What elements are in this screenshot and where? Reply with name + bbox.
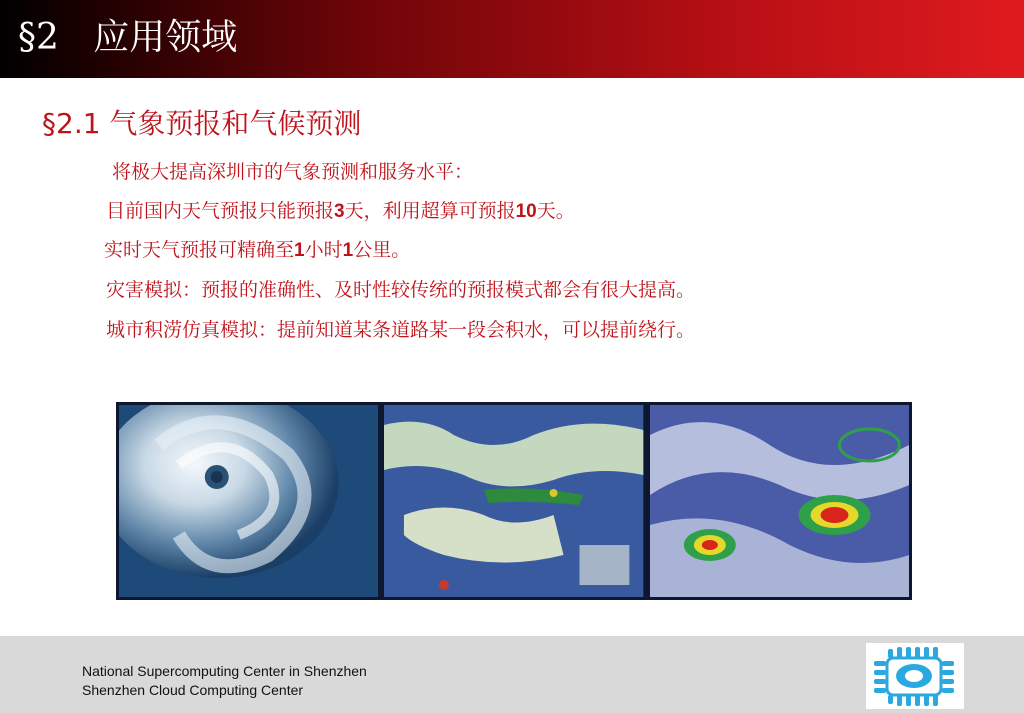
bullet-number: 10: [515, 201, 537, 222]
bullet-text: 小时: [304, 239, 343, 261]
slide-header-bar: [0, 0, 1024, 78]
chip-logo-icon: [866, 643, 964, 709]
bullet-intro: [112, 158, 473, 186]
bullet-text: 城市积涝仿真模拟：提前知道某条道路某一段会积水，可以提前绕行。: [106, 319, 696, 341]
bullet-text: 天，利用超算可预报: [344, 200, 516, 222]
bullet-text: 实时天气预报可精确至: [104, 239, 295, 261]
typhoon-satellite-image: [119, 405, 378, 597]
bullet-text: 公里。: [353, 239, 411, 261]
bullet-realtime-precision: [104, 236, 410, 265]
bullet-text: 目前国内天气预报只能预报: [106, 200, 335, 222]
forecast-model-image: [650, 405, 909, 597]
bullet-disaster-simulation: [106, 276, 695, 304]
footer-org-subname: Shenzhen Cloud Computing Center: [82, 682, 304, 698]
bullet-number: 1: [294, 240, 305, 261]
footer-org-name: National Supercomputing Center in Shenzhen: [82, 663, 367, 679]
bullet-forecast-days: [106, 197, 575, 226]
bullet-text: 将极大提高深圳市的气象预测和服务水平：: [112, 161, 474, 183]
bullet-number: 3: [334, 201, 345, 222]
bullet-text: 天。: [536, 200, 575, 222]
bullet-flood-simulation: [106, 316, 695, 344]
slide-title: §2 应用领域: [18, 17, 238, 58]
weather-image-strip: [116, 402, 912, 600]
section-heading: §2.1 气象预报和气候预测: [42, 107, 362, 140]
bullet-text: 灾害模拟：预报的准确性、及时性较传统的预报模式都会有很大提高。: [106, 279, 696, 301]
weather-map-image: [384, 405, 643, 597]
nscc-logo: [866, 643, 964, 709]
bullet-number: 1: [342, 240, 354, 261]
